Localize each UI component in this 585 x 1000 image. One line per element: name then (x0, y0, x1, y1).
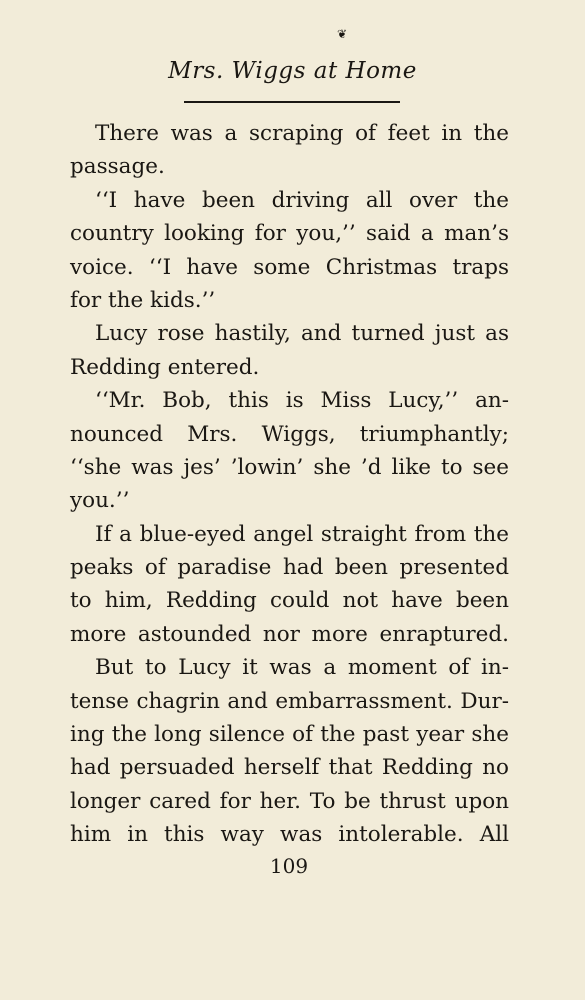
text-line: ing the long silence of the past year she (70, 722, 509, 748)
text-line: for the kids.’’ (70, 287, 216, 313)
text-line: had persuaded herself that Redding no (70, 755, 509, 781)
text-line: There was a scraping of feet in the (95, 121, 509, 146)
page-number: 109 (269, 854, 309, 878)
text-line: you.’’ (70, 488, 130, 514)
text-line: ‘‘she was jes’ ’lowin’ she ’d like to see (70, 454, 509, 480)
text-line: voice. ‘‘I have some Christmas traps (70, 254, 509, 280)
body-text (70, 117, 509, 852)
text-line: more astounded nor more enraptured. (70, 621, 509, 647)
text-line: passage. (70, 154, 165, 180)
text-line: peaks of paradise had been presented (70, 555, 509, 581)
text-line: nounced Mrs. Wiggs, triumphantly; (70, 421, 509, 447)
running-title: Mrs. Wiggs at Home (168, 58, 417, 84)
text-line: But to Lucy it was a moment of in- (95, 655, 509, 681)
text-line: Redding entered. (70, 354, 260, 380)
text-line: ‘‘Mr. Bob, this is Miss Lucy,’’ an- (95, 388, 509, 414)
header-rule (184, 101, 400, 103)
text-line: country looking for you,’’ said a man’s (70, 221, 509, 247)
text-line: tense chagrin and embarrassment. Dur- (70, 688, 509, 714)
header-ornament-icon: ❦ (337, 27, 348, 41)
text-line: to him, Redding could not have been (70, 588, 509, 614)
text-line: him in this way was intolerable. All (70, 822, 509, 848)
text-line: ‘‘I have been driving all over the (95, 187, 509, 213)
text-line: longer cared for her. To be thrust upon (70, 788, 509, 814)
text-line: If a blue-eyed angel straight from the (95, 521, 509, 547)
text-line: Lucy rose hastily, and turned just as (95, 321, 509, 347)
